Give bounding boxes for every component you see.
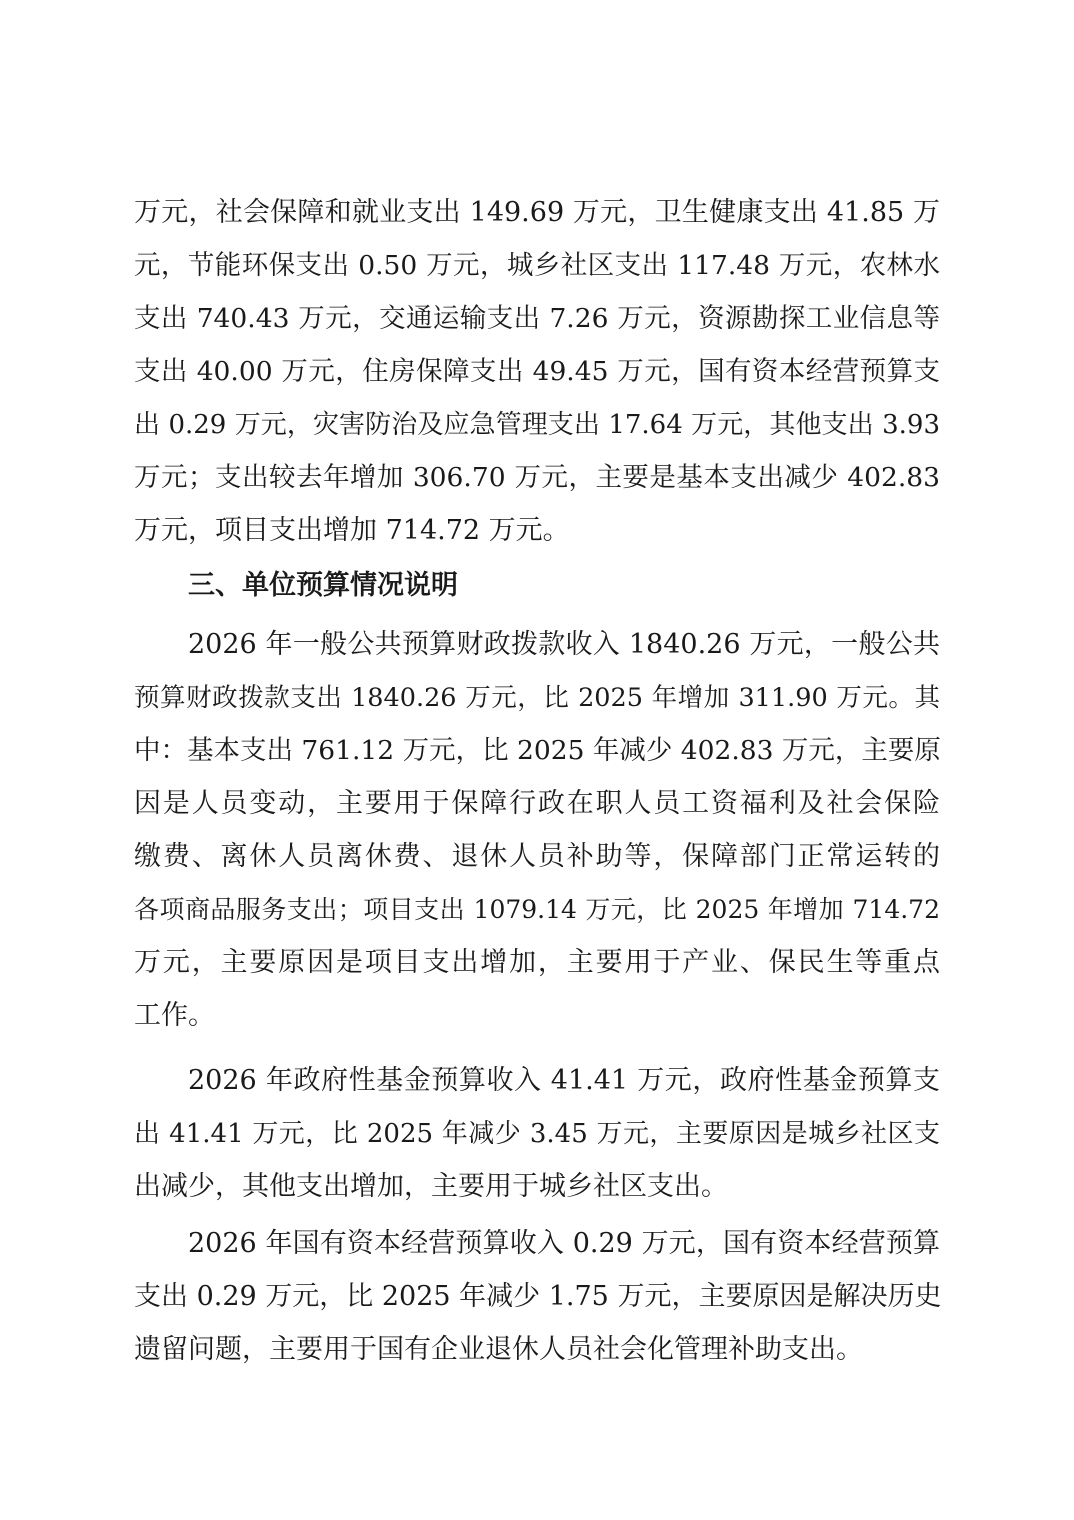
text-line: 出减少，其他支出增加，主要用于城乡社区支出。 — [134, 1171, 728, 1202]
text-line: 遗留问题，主要用于国有企业退休人员社会化管理补助支出。 — [134, 1334, 863, 1365]
text-line: 缴费、离休人员离休费、退休人员补助等，保障部门正常运转的 — [134, 841, 940, 872]
text-line: 2026 年一般公共预算财政拨款收入 1840.26 万元，一般公共 — [188, 629, 940, 660]
text-line: 万元，主要原因是项目支出增加，主要用于产业、保民生等重点 — [134, 947, 940, 978]
text-line: 万元，社会保障和就业支出 149.69 万元，卫生健康支出 41.85 万 — [134, 197, 940, 228]
text-line: 支出 40.00 万元，住房保障支出 49.45 万元，国有资本经营预算支 — [134, 356, 940, 387]
text-line: 各项商品服务支出；项目支出 1079.14 万元，比 2025 年增加 714.72 — [134, 895, 940, 924]
text-line: 出 0.29 万元，灾害防治及应急管理支出 17.64 万元，其他支出 3.93 — [134, 410, 940, 440]
text-line: 出 41.41 万元，比 2025 年减少 3.45 万元，主要原因是城乡社区支 — [134, 1119, 940, 1149]
section-heading: 三、单位预算情况说明 — [188, 570, 458, 601]
text-line: 因是人员变动，主要用于保障行政在职人员工资福利及社会保险 — [134, 788, 940, 819]
text-line: 元，节能环保支出 0.50 万元，城乡社区支出 117.48 万元，农林水 — [134, 250, 940, 281]
text-line: 支出 740.43 万元，交通运输支出 7.26 万元，资源勘探工业信息等 — [134, 303, 940, 334]
text-line: 万元；支出较去年增加 306.70 万元，主要是基本支出减少 402.83 — [134, 462, 940, 493]
text-line: 工作。 — [134, 1000, 215, 1031]
text-line: 2026 年国有资本经营预算收入 0.29 万元，国有资本经营预算 — [188, 1228, 940, 1259]
text-line: 预算财政拨款支出 1840.26 万元，比 2025 年增加 311.90 万元。其 — [134, 683, 940, 713]
text-line: 支出 0.29 万元，比 2025 年减少 1.75 万元，主要原因是解决历史 — [134, 1281, 942, 1312]
text-line: 中：基本支出 761.12 万元，比 2025 年减少 402.83 万元，主要原 — [134, 735, 941, 766]
text-line: 2026 年政府性基金预算收入 41.41 万元，政府性基金预算支 — [188, 1065, 940, 1096]
text-line: 万元，项目支出增加 714.72 万元。 — [134, 515, 570, 546]
